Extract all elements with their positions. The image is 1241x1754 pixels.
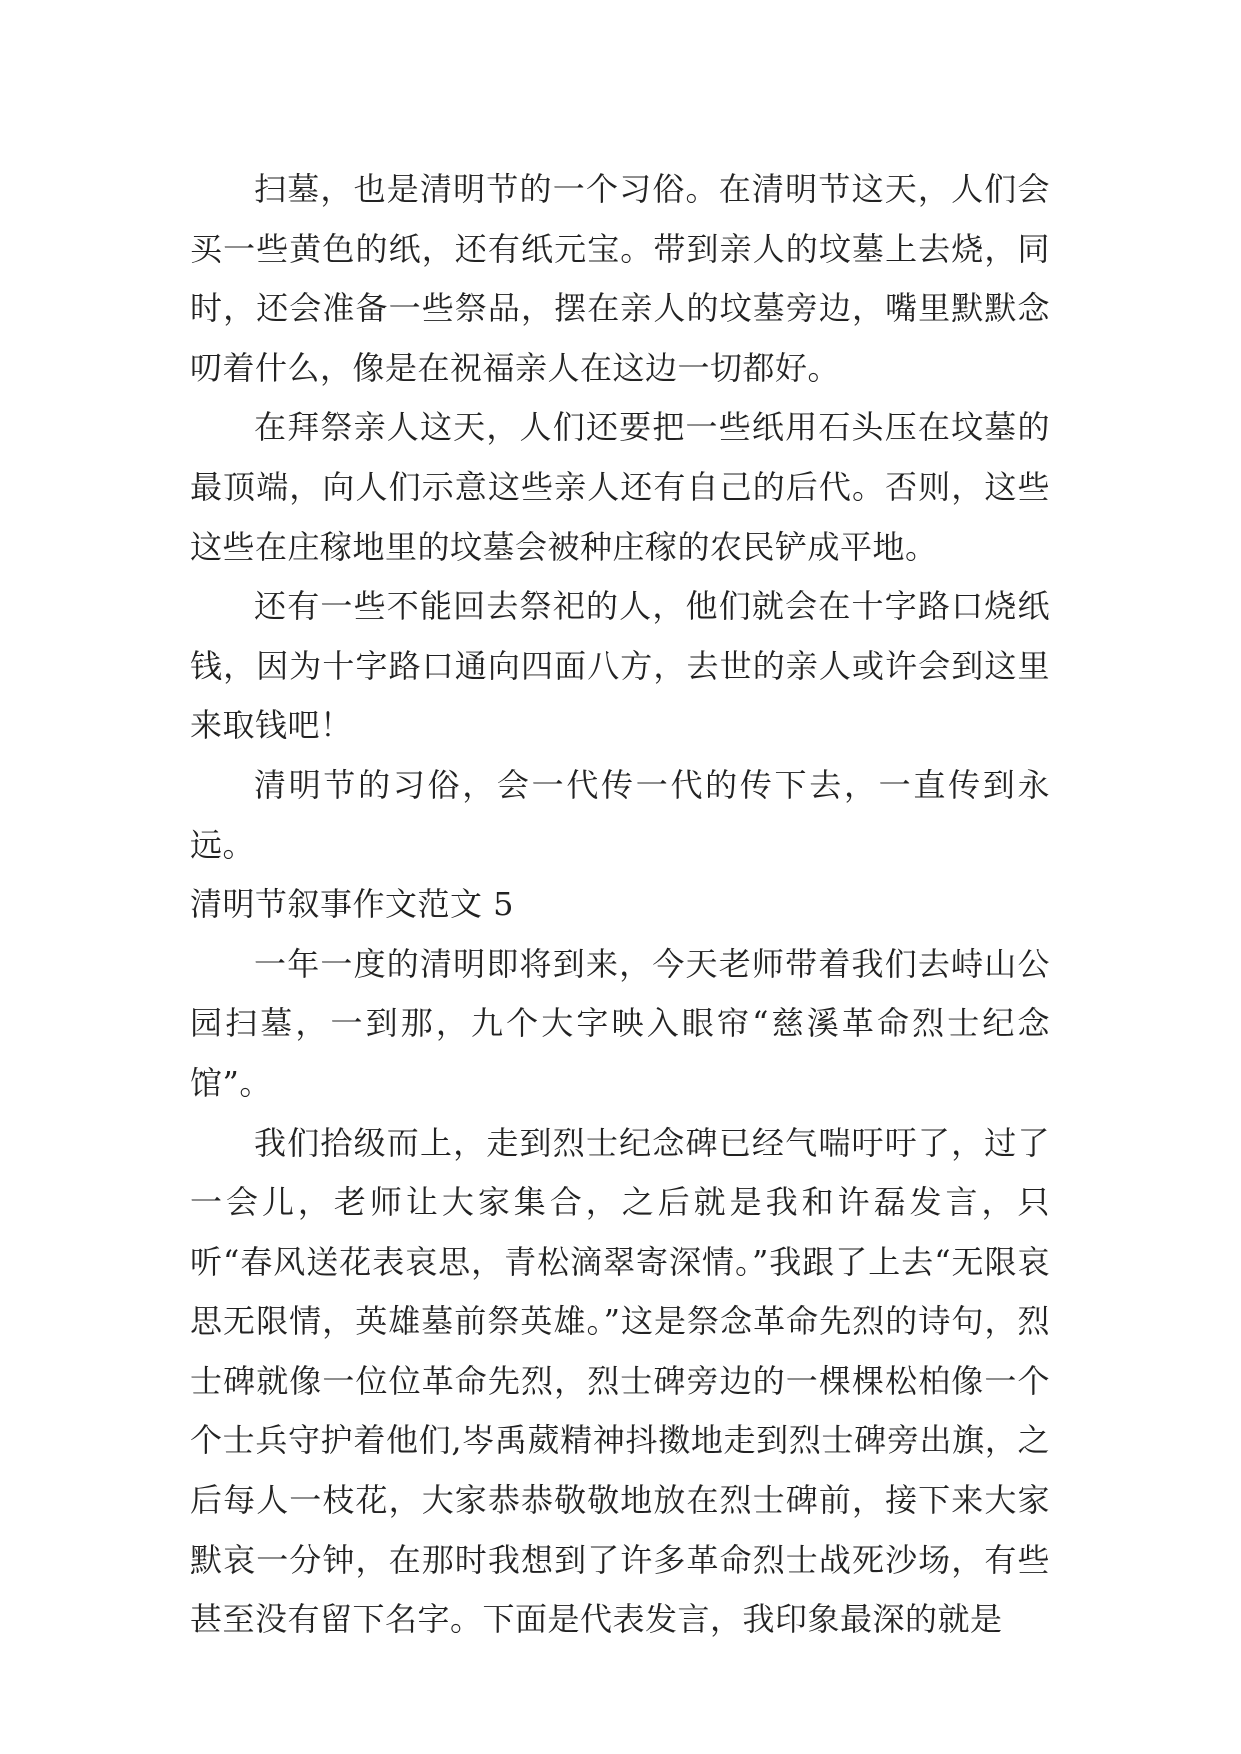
paragraph-tomb-sweeping-custom: 扫墓，也是清明节的一个习俗。在清明节这天，人们会买一些黄色的纸，还有纸元宝。带到亲人的坟墓上去烧，同时，还会准备一些祭品，摆在亲人的坟墓旁边，嘴里默默念叨着什么，像是在祝福亲人在这边一切都好。 — [190, 170, 1050, 387]
document-body — [190, 160, 1050, 1650]
section-heading: 清明节叙事作文范文 5 — [190, 885, 515, 924]
paragraph-monument-ceremony: 我们拾级而上，走到烈士纪念碑已经气喘吁吁了，过了一会儿，老师让大家集合，之后就是我和许磊发言，只听“春风送花表哀思，青松滴翠寄深情。”我跟了上去“无限哀思无限情，英雄墓前祭英雄。”这是祭念革命先烈的诗句，烈士碑就像一位位革命先烈，烈士碑旁边的一棵棵松柏像一个个士兵守护着他们,岑禹葳精神抖擞地走到烈士碑旁出旗，之后每人一枝花，大家恭恭敬敬地放在烈士碑前，接下来大家默哀一分钟，在那时我想到了许多革命烈士战死沙场，有些甚至没有留下名字。下面是代表发言，我印象最深的就是 — [190, 1123, 1050, 1639]
paragraph-memorial-visit: 一年一度的清明即将到来，今天老师带着我们去峙山公园扫墓，一到那，九个大字映入眼帘“慈溪革命烈士纪念馆”。 — [190, 944, 1050, 1102]
paragraph-crossroads: 还有一些不能回去祭祀的人，他们就会在十字路口烧纸钱，因为十字路口通向四面八方，去世的亲人或许会到这里来取钱吧！ — [190, 587, 1050, 745]
paragraph-paper-on-tomb: 在拜祭亲人这天，人们还要把一些纸用石头压在坟墓的最顶端，向人们示意这些亲人还有自己的后代。否则，这些这些在庄稼地里的坟墓会被种庄稼的农民铲成平地。 — [190, 408, 1050, 566]
paragraph-custom-forever: 清明节的习俗，会一代传一代的传下去，一直传到永远。 — [190, 765, 1050, 864]
